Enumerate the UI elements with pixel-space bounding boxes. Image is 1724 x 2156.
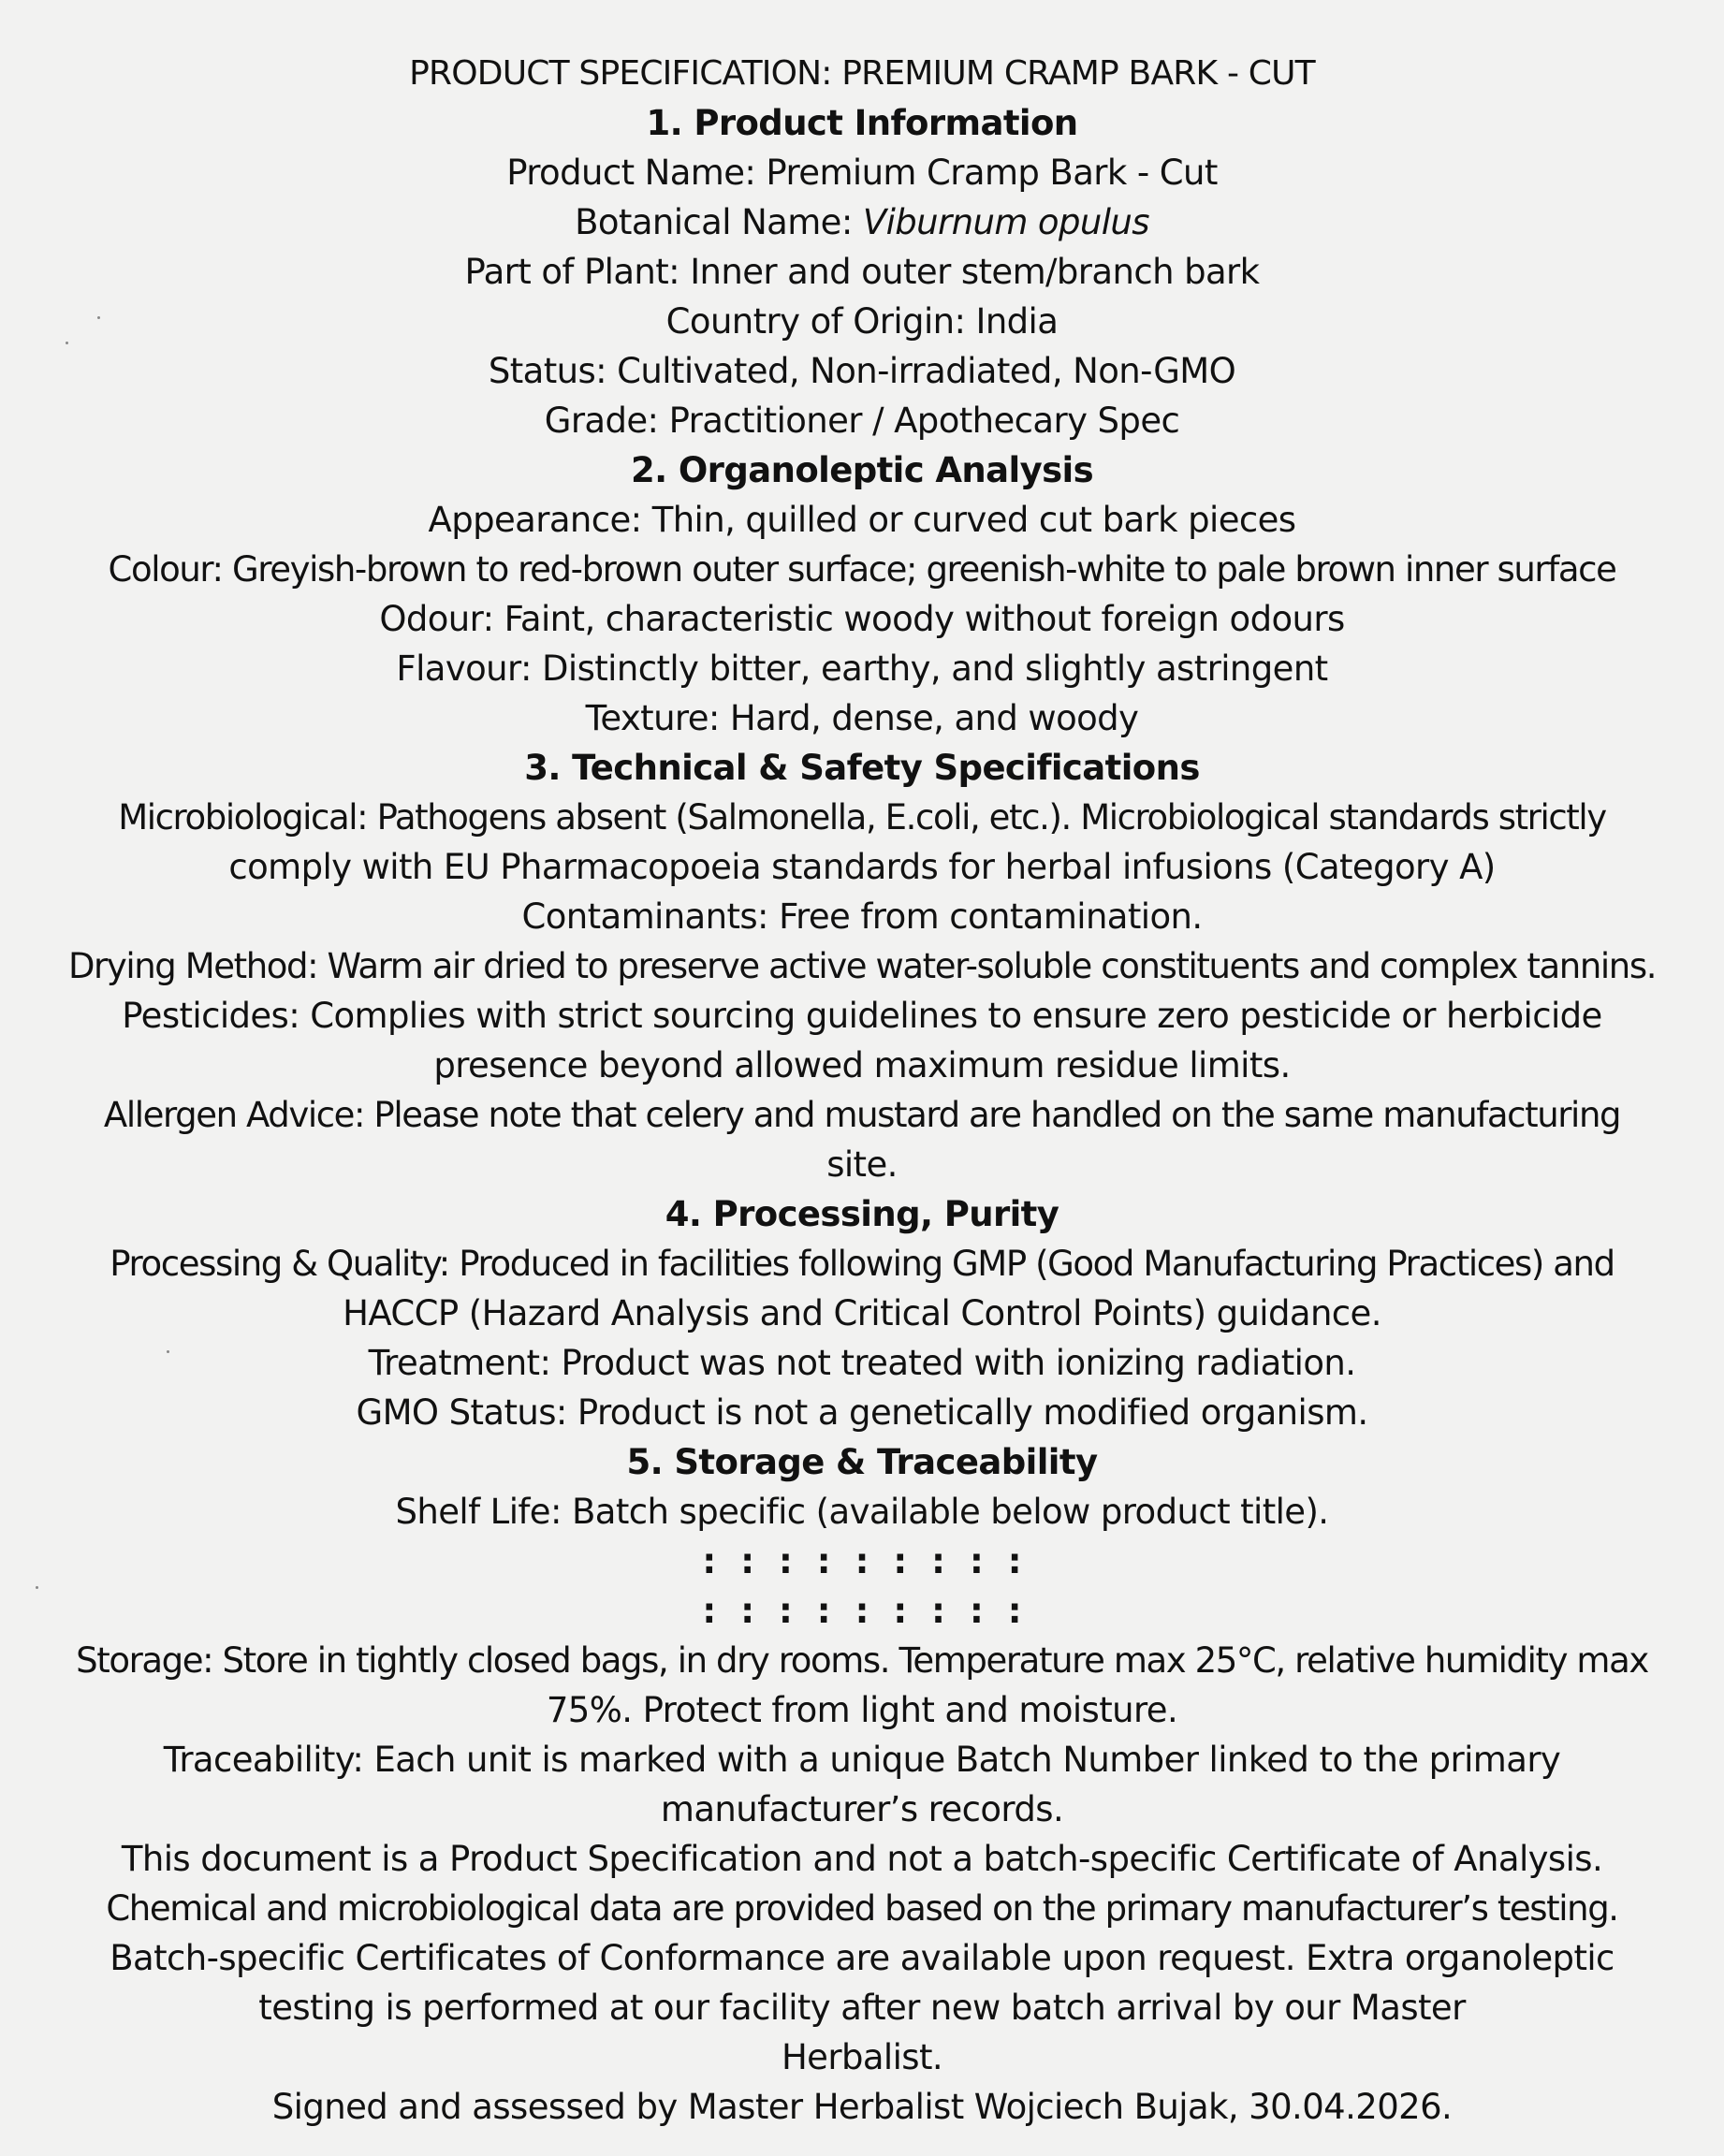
part-of-plant-line: Part of Plant: Inner and outer stem/branch bark [464,252,1260,292]
texture-line: Texture: Hard, dense, and woody [585,698,1139,738]
processing-quality-line-1: Processing & Quality: Produced in facilities following GMP (Good Manufacturing Practices) and [110,1244,1614,1284]
gmo-status-line: GMO Status: Product is not a genetically modified organism. [356,1392,1368,1433]
batch-placeholder-dots-1: ::::::::: [702,1541,1046,1581]
odour-line: Odour: Faint, characteristic woody without foreign odours [379,599,1345,639]
contaminants-line: Contaminants: Free from contamination. [521,896,1203,937]
section-heading-processing-purity: 4. Processing, Purity [665,1194,1059,1234]
botanical-name-label: Botanical Name: [575,202,863,242]
shelf-life-line: Shelf Life: Batch specific (available below product title). [395,1492,1329,1532]
colour-line: Colour: Greyish-brown to red-brown outer surface; greenish-white to pale brown inner surface [108,549,1616,590]
country-of-origin-line: Country of Origin: India [665,301,1059,342]
grade-line: Grade: Practitioner / Apothecary Spec [544,401,1180,441]
allergen-advice-line-1: Allergen Advice: Please note that celery and mustard are handled on the same manufacturing [103,1095,1621,1135]
storage-line-2: 75%. Protect from light and moisture. [546,1690,1178,1730]
section-heading-storage-traceability: 5. Storage & Traceability [626,1442,1098,1482]
microbiological-line-2: comply with EU Pharmacopoeia standards for herbal infusions (Category A) [228,847,1496,887]
paper-speck [66,342,68,344]
disclaimer-line-3: Batch-specific Certificates of Conformance are available upon request. Extra organoleptic [110,1938,1614,1978]
product-name-line: Product Name: Premium Cramp Bark - Cut [506,153,1218,193]
specification-document [0,49,1724,2132]
flavour-line: Flavour: Distinctly bitter, earthy, and slightly astringent [396,648,1328,689]
disclaimer-line-1: This document is a Product Specification and not a batch-specific Certificate of Analysis. [121,1839,1603,1879]
botanical-name-value: Viburnum opulus [862,202,1149,242]
signature-line: Signed and assessed by Master Herbalist Wojciech Bujak, 30.04.2026. [271,2087,1453,2127]
status-line: Status: Cultivated, Non-irradiated, Non-GMO [488,351,1236,391]
section-heading-organoleptic-analysis: 2. Organoleptic Analysis [630,450,1094,490]
document-title: PRODUCT SPECIFICATION: PREMIUM CRAMP BARK - CUT [409,54,1315,93]
processing-quality-line-2: HACCP (Hazard Analysis and Critical Control Points) guidance. [343,1293,1381,1333]
treatment-line: Treatment: Product was not treated with ionizing radiation. [368,1343,1356,1383]
disclaimer-line-4: testing is performed at our facility after new batch arrival by our Master [258,1988,1466,2028]
paper-speck [97,316,100,319]
traceability-line-1: Traceability: Each unit is marked with a unique Batch Number linked to the primary [163,1740,1561,1780]
storage-line-1: Storage: Store in tightly closed bags, in dry rooms. Temperature max 25°C, relative humidity max [76,1640,1648,1681]
disclaimer-line-2: Chemical and microbiological data are provided based on the primary manufacturer’s testing. [106,1888,1618,1929]
section-heading-product-information: 1. Product Information [646,103,1078,143]
appearance-line: Appearance: Thin, quilled or curved cut bark pieces [428,500,1296,540]
batch-placeholder-dots-2: ::::::::: [702,1591,1046,1631]
pesticides-line-1: Pesticides: Complies with strict sourcing guidelines to ensure zero pesticide or herbicide [122,996,1602,1036]
paper-speck [36,1586,38,1589]
drying-method-line: Drying Method: Warm air dried to preserve active water-soluble constituents and complex tannins. [67,946,1657,986]
disclaimer-line-5: Herbalist. [781,2037,943,2077]
section-heading-technical-safety: 3. Technical & Safety Specifications [524,748,1200,788]
botanical-name-line [0,197,1724,247]
pesticides-line-2: presence beyond allowed maximum residue limits. [433,1045,1291,1085]
paper-speck [167,1350,169,1353]
allergen-advice-line-2: site. [826,1144,898,1185]
traceability-line-2: manufacturer’s records. [660,1789,1064,1829]
microbiological-line-1: Microbiological: Pathogens absent (Salmonella, E.coli, etc.). Microbiological standards strictly [118,797,1606,838]
